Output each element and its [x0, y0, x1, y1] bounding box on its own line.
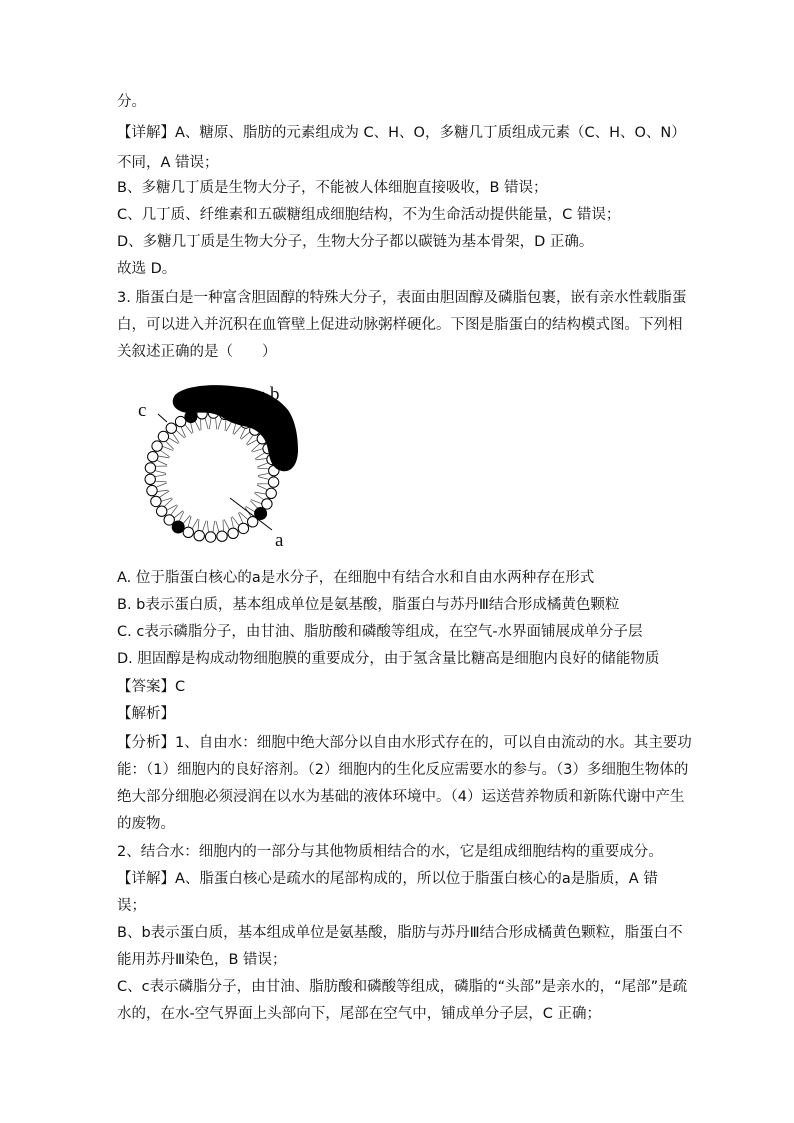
text-line: D、多糖几丁质是生物大分子，生物大分子都以碳链为基本骨架，D 正确。 [117, 234, 594, 250]
analysis-line: 2、结合水：细胞内的一部分与其他物质相结合的水，它是组成细胞结构的重要成分。 [117, 844, 663, 860]
phospholipid-tail [156, 483, 166, 487]
label-a: a [275, 530, 284, 551]
phospholipid-tail [257, 463, 267, 467]
phospholipid-tail [158, 490, 169, 491]
text-line: C、几丁质、纤维素和五碳糖组成细胞结构，不为生命活动提供能量，C 错误； [117, 207, 621, 223]
phospholipid-tail [185, 425, 192, 434]
phospholipid-tail [205, 418, 208, 429]
phospholipid-tail [207, 521, 208, 532]
phospholipid-tail [232, 516, 239, 525]
phospholipid-tail [225, 420, 226, 431]
analysis-line: 水的，在水-空气界面上头部向下，尾部在空气中，铺成单分子层，C 正确； [117, 1006, 601, 1022]
phospholipid-tail [169, 438, 179, 444]
phospholipid-tail [157, 460, 167, 465]
phospholipid-head [152, 441, 162, 451]
analysis-line: B、b表示蛋白质，基本组成单位是氨基酸，脂肪与苏丹Ⅲ结合形成橘黄色颗粒，脂蛋白不 [117, 925, 683, 941]
phospholipid-tail [161, 451, 170, 457]
phospholipid-tail [216, 418, 217, 429]
phospholipid-head [145, 463, 155, 473]
text-line: 故选 D。 [117, 261, 177, 277]
phospholipid-tail [192, 519, 198, 529]
phospholipid-tail [226, 422, 232, 432]
phospholipid-tail [247, 440, 257, 445]
phospholipid-head [164, 515, 174, 525]
phospholipid-tail [254, 493, 263, 499]
phospholipid-tail [155, 471, 166, 474]
answer: 【答案】C [117, 679, 186, 695]
phospholipid-tail [231, 517, 234, 528]
option-d: D. 胆固醇是构成动物细胞膜的重要成分，由于氢含量比糖高是细胞内良好的储能物质 [117, 651, 660, 667]
phospholipid-tail [256, 459, 267, 460]
question-text: 白，可以进入并沉积在血管壁上促进动脉粥样硬化。下图是脂蛋白的结构模式图。下列相 [117, 317, 683, 333]
phospholipid-tail [224, 519, 229, 529]
phospholipid-head [194, 531, 204, 541]
question-text: 3. 脂蛋白是一种富含胆固醇的特殊大分子，表面由胆固醇及磷脂包裹，嵌有亲水性载脂蛋 [117, 290, 687, 306]
phospholipid-tail [258, 477, 269, 480]
question-text: 关叙述正确的是（ ） [117, 344, 277, 360]
analysis-line: 【分析】1、自由水：细胞中绝大部分以自由水形式存在的，可以自由流动的水。其主要功 [117, 735, 692, 751]
phospholipid-tail [191, 422, 194, 433]
text-line: 分。 [117, 94, 146, 110]
phospholipid-tail [209, 418, 211, 429]
phospholipid-head [268, 477, 278, 487]
phospholipid-tail [218, 419, 222, 430]
phospholipid-head [148, 452, 158, 462]
option-a: A. 位于脂蛋白核心的a是水分子，在细胞中有结合水和自由水两种存在形式 [117, 570, 595, 586]
phospholipid-head [262, 499, 272, 509]
lipoprotein-diagram [130, 375, 330, 555]
phospholipid-tail [167, 505, 177, 510]
phospholipid-head [145, 474, 155, 484]
phospholipid-head [157, 506, 167, 516]
phospholipid-head [228, 528, 238, 538]
phospholipid-tail [198, 519, 199, 530]
phospholipid-head [175, 416, 185, 426]
phospholipid-head [266, 488, 276, 498]
analysis-line: 能用苏丹Ⅲ染色，B 错误； [117, 952, 287, 968]
phospholipid-tail [257, 485, 267, 490]
phospholipid-tail [155, 475, 166, 477]
label-b: b [270, 384, 280, 405]
phospholipid-head [183, 527, 193, 537]
lipoprotein-structure-drawing [130, 375, 330, 555]
analysis-line: 的废物。 [117, 816, 175, 832]
phospholipid-head [166, 423, 176, 433]
phospholipid-tail [155, 481, 166, 482]
phospholipid-head [217, 531, 227, 541]
text-line: 不同，A 错误； [117, 155, 219, 171]
phospholipid-tail [216, 521, 219, 532]
phospholipid-tail [195, 421, 200, 431]
analysis-line: 绝大部分细胞必须浸润在以水为基础的液体环境中。（4）运送营养物质和新陈代谢中产生 [117, 789, 685, 805]
phospholipid-tail [258, 468, 269, 469]
phospholipid-head [151, 496, 161, 506]
phospholipid-tail [213, 521, 215, 532]
phospholipid-tail [158, 456, 169, 458]
phospholipid-head [205, 532, 215, 542]
option-b: B. b表示蛋白质，基本组成单位是氨基酸，脂蛋白与苏丹Ⅲ结合形成橘黄色颗粒 [117, 597, 620, 613]
phospholipid-tail [171, 506, 178, 515]
text-line: 【详解】A、糖原、脂肪的元素组成为 C、H、O，多糖几丁质组成元素（C、H、O、N） [117, 125, 686, 141]
phospholipid-tail [246, 435, 253, 444]
phospholipid-tail [255, 453, 264, 459]
phospholipid-tail [160, 491, 169, 497]
analysis-line: 误； [117, 898, 146, 914]
analysis-line: 【详解】A、脂蛋白核心是疏水的尾部构成的，所以位于脂蛋白核心的a是脂质，A 错 [117, 871, 658, 887]
phospholipid-tail [255, 492, 266, 494]
analysis-heading: 【解析】 [117, 706, 175, 722]
phospholipid-head [147, 485, 157, 495]
analysis-line: 能：（1）细胞内的良好溶剂。（2）细胞内的生化反应需要水的参与。（3）多细胞生物体的 [117, 762, 689, 778]
phospholipid-head [158, 431, 168, 441]
phospholipid-tail [173, 434, 179, 443]
label-c-pointer [158, 414, 167, 422]
analysis-line: C、c表示磷脂分子，由甘油、脂肪酸和磷酸等组成，磷脂的“头部”是亲水的，“尾部”是疏 [117, 979, 688, 995]
phospholipid-tail [203, 521, 207, 532]
phospholipid-tail [258, 473, 269, 475]
option-c: C. c表示磷脂分子，由甘油、脂肪酸和磷酸等组成，在空气-水界面铺展成单分子层 [117, 624, 643, 640]
label-c: c [138, 400, 147, 421]
text-line: B、多糖几丁质是生物大分子，不能被人体细胞直接吸收，B 错误； [117, 180, 548, 196]
phospholipid-head [238, 523, 248, 533]
